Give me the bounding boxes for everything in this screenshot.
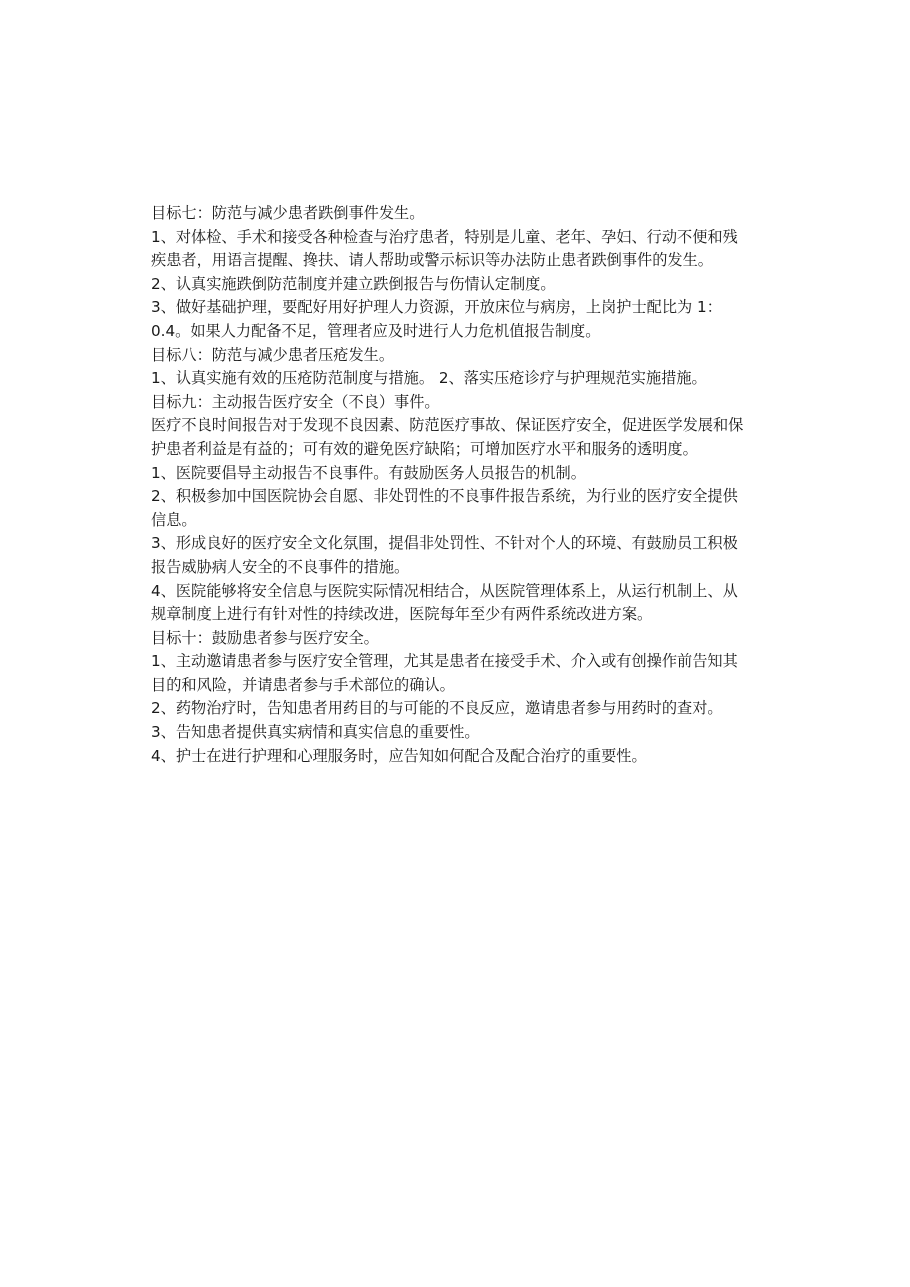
paragraph-line: 3、形成良好的医疗安全文化氛围，提倡非处罚性、不针对个人的环境、有鼓励员工积极 — [151, 534, 738, 553]
paragraph-line: 1、对体检、手术和接受各种检查与治疗患者，特别是儿童、老年、孕妇、行动不便和残 — [151, 227, 738, 246]
document-body — [151, 202, 791, 768]
paragraph-line: 疾患者，用语言提醒、搀扶、请人帮助或警示标识等办法防止患者跌倒事件的发生。 — [151, 251, 713, 270]
paragraph-line: 0.4。如果人力配备不足，管理者应及时进行人力危机值报告制度。 — [151, 321, 601, 340]
paragraph-line: 医疗不良时间报告对于发现不良因素、防范医疗事故、保证医疗安全，促进医学发展和保 — [151, 416, 744, 435]
heading-goal-8: 目标八：防范与减少患者压疮发生。 — [151, 345, 394, 364]
paragraph-line: 2、积极参加中国医院协会自愿、非处罚性的不良事件报告系统，为行业的医疗安全提供 — [151, 487, 738, 506]
paragraph-line: 2、药物治疗时，告知患者用药目的与可能的不良反应，邀请患者参与用药时的查对。 — [151, 699, 723, 718]
paragraph-line: 3、做好基础护理，要配好用好护理人力资源，开放床位与病房，上岗护士配比为 1： — [151, 298, 722, 317]
paragraph-line: 2、认真实施跌倒防范制度并建立跌倒报告与伤情认定制度。 — [151, 274, 556, 293]
paragraph-line: 报告威胁病人安全的不良事件的措施。 — [151, 557, 410, 576]
heading-goal-7: 目标七：防范与减少患者跌倒事件发生。 — [151, 204, 425, 222]
paragraph-line: 护患者利益是有益的；可有效的避免医疗缺陷；可增加医疗水平和服务的透明度。 — [151, 439, 698, 458]
paragraph-line: 4、护士在进行护理和心理服务时，应告知如何配合及配合治疗的重要性。 — [151, 746, 647, 765]
paragraph-line: 4、医院能够将安全信息与医院实际情况相结合，从医院管理体系上，从运行机制上、从 — [151, 581, 738, 600]
paragraph-line: 信息。 — [151, 510, 197, 529]
paragraph-line: 1、主动邀请患者参与医疗安全管理，尤其是患者在接受手术、介入或有创操作前告知其 — [151, 652, 738, 671]
paragraph-line: 3、告知患者提供真实病情和真实信息的重要性。 — [151, 723, 480, 742]
heading-goal-9: 目标九：主动报告医疗安全（不良）事件。 — [151, 392, 440, 411]
paragraph-line: 1、医院要倡导主动报告不良事件。有鼓励医务人员报告的机制。 — [151, 463, 586, 482]
paragraph-line: 目的和风险，并请患者参与手术部位的确认。 — [151, 675, 455, 694]
paragraph-line: 规章制度上进行有针对性的持续改进，医院每年至少有两件系统改进方案。 — [151, 605, 653, 624]
paragraph-line: 1、认真实施有效的压疮防范制度与措施。 2、落实压疮诊疗与护理规范实施措施。 — [151, 369, 707, 388]
heading-goal-10: 目标十：鼓励患者参与医疗安全。 — [151, 628, 379, 647]
